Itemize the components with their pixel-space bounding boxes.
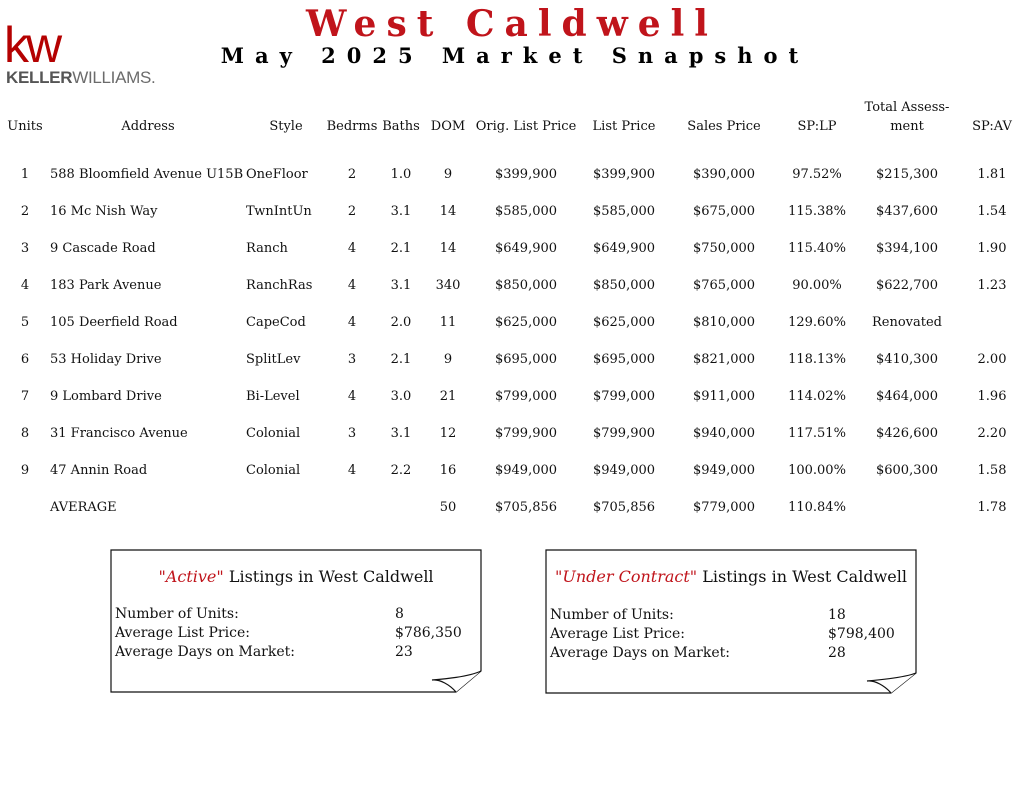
cell-dom: 9 bbox=[443, 167, 453, 182]
cell-address: 9 Lombard Drive bbox=[50, 389, 162, 404]
cell-unit: 7 bbox=[20, 389, 30, 404]
cell-dom: 9 bbox=[443, 352, 453, 367]
cell-sales-price: $750,000 bbox=[692, 241, 756, 256]
header-orig-list-price: Orig. List Price bbox=[475, 118, 577, 134]
cell-orig-list-price: $850,000 bbox=[494, 278, 558, 293]
contract-dom-label: Average Days on Market: bbox=[550, 645, 730, 661]
logo-wordmark: KELLERWILLIAMS. bbox=[6, 68, 156, 87]
cell-unit: 5 bbox=[20, 315, 30, 330]
cell-total-assessment: $426,600 bbox=[875, 426, 939, 441]
cell-bedrooms: 4 bbox=[347, 278, 357, 293]
cell-address: 47 Annin Road bbox=[50, 463, 148, 478]
active-units-label: Number of Units: bbox=[115, 606, 239, 622]
header-list-price: List Price bbox=[592, 118, 656, 134]
cell-unit: 6 bbox=[20, 352, 30, 367]
contract-price-label: Average List Price: bbox=[550, 626, 685, 642]
cell-style: OneFloor bbox=[246, 167, 308, 182]
cell-sp-lp: 90.00% bbox=[792, 278, 842, 293]
contract-price-value: $798,400 bbox=[828, 626, 895, 642]
cell-total-assessment: $437,600 bbox=[875, 204, 939, 219]
cell-dom: 16 bbox=[439, 463, 457, 478]
cell-sp-lp: 97.52% bbox=[792, 167, 842, 182]
cell-sales-price: $911,000 bbox=[692, 389, 756, 404]
kw-letters: kw bbox=[4, 22, 60, 66]
cell-style: RanchRas bbox=[246, 278, 313, 293]
cell-baths: 3.1 bbox=[390, 426, 412, 441]
cell-baths: 2.2 bbox=[390, 463, 412, 478]
cell-unit: 3 bbox=[20, 241, 30, 256]
cell-dom: 12 bbox=[439, 426, 457, 441]
cell-unit: 8 bbox=[20, 426, 30, 441]
cell-orig-list-price: $799,000 bbox=[494, 389, 558, 404]
header-bedrms: Bedrms bbox=[326, 118, 378, 134]
active-dom-label: Average Days on Market: bbox=[115, 644, 295, 660]
cell-address: 9 Cascade Road bbox=[50, 241, 156, 256]
cell-list-price: $585,000 bbox=[592, 204, 656, 219]
cell-orig-list-price: $399,900 bbox=[494, 167, 558, 182]
cell-sp-av: 2.00 bbox=[977, 352, 1007, 367]
under-contract-card bbox=[545, 549, 917, 693]
table-row bbox=[0, 156, 1024, 193]
cell-orig-list-price: $649,900 bbox=[494, 241, 558, 256]
cell-address: 16 Mc Nish Way bbox=[50, 204, 158, 219]
cell-dom: 21 bbox=[439, 389, 457, 404]
cell-list-price: $850,000 bbox=[592, 278, 656, 293]
cell-address: 105 Deerfield Road bbox=[50, 315, 178, 330]
cell-sp-av: 1.58 bbox=[977, 463, 1007, 478]
cell-baths: 2.1 bbox=[390, 241, 412, 256]
cell-dom: 14 bbox=[439, 241, 457, 256]
cell-sp-lp: 117.51% bbox=[788, 426, 846, 441]
cell-sp-lp: 118.13% bbox=[788, 352, 846, 367]
cell-sp-av bbox=[960, 304, 1024, 341]
header-baths: Baths bbox=[382, 118, 420, 134]
contract-card-title: "Under Contract" Listings in West Caldwell bbox=[555, 567, 907, 586]
cell-list-price: $695,000 bbox=[592, 352, 656, 367]
table-row bbox=[0, 378, 1024, 415]
cell-baths: 1.0 bbox=[390, 167, 412, 182]
cell-list-price: $949,000 bbox=[592, 463, 656, 478]
average-orig-list-price: $705,856 bbox=[494, 499, 558, 515]
cell-total-assessment: $622,700 bbox=[875, 278, 939, 293]
table-row bbox=[0, 415, 1024, 452]
table-row bbox=[0, 304, 1024, 341]
cell-sp-lp: 129.60% bbox=[788, 315, 846, 330]
header-dom: DOM bbox=[430, 118, 466, 134]
active-listings-card bbox=[110, 549, 482, 693]
cell-baths: 2.0 bbox=[390, 315, 412, 330]
cell-list-price: $799,900 bbox=[592, 426, 656, 441]
cell-total-assessment: $215,300 bbox=[875, 167, 939, 182]
cell-unit: 2 bbox=[20, 204, 30, 219]
cell-dom: 340 bbox=[435, 278, 461, 293]
cell-sales-price: $675,000 bbox=[692, 204, 756, 219]
cell-sales-price: $949,000 bbox=[692, 463, 756, 478]
cell-bedrooms: 2 bbox=[347, 167, 357, 182]
cell-dom: 11 bbox=[439, 315, 457, 330]
cell-bedrooms: 4 bbox=[347, 389, 357, 404]
active-units-value: 8 bbox=[395, 606, 404, 622]
cell-style: Colonial bbox=[246, 463, 301, 478]
cell-baths: 2.1 bbox=[390, 352, 412, 367]
cell-sp-lp: 100.00% bbox=[788, 463, 846, 478]
cell-sp-av: 2.20 bbox=[977, 426, 1007, 441]
cell-sp-lp: 114.02% bbox=[788, 389, 846, 404]
cell-orig-list-price: $949,000 bbox=[494, 463, 558, 478]
header-total-assessment: Total Assess- ment bbox=[864, 100, 950, 134]
header-sales-price: Sales Price bbox=[687, 118, 761, 134]
cell-sp-lp: 115.38% bbox=[788, 204, 846, 219]
table-row bbox=[0, 230, 1024, 267]
table-row bbox=[0, 267, 1024, 304]
cell-list-price: $799,000 bbox=[592, 389, 656, 404]
average-sales-price: $779,000 bbox=[692, 499, 756, 515]
contract-units-label: Number of Units: bbox=[550, 607, 674, 623]
active-price-label: Average List Price: bbox=[115, 625, 250, 641]
cell-bedrooms: 4 bbox=[347, 241, 357, 256]
header-style: Style bbox=[269, 118, 303, 134]
header-units: Units bbox=[7, 118, 43, 134]
cell-sp-lp: 115.40% bbox=[788, 241, 846, 256]
cell-sp-av: 1.54 bbox=[977, 204, 1007, 219]
cell-baths: 3.1 bbox=[390, 204, 412, 219]
cell-sales-price: $390,000 bbox=[692, 167, 756, 182]
table-row bbox=[0, 452, 1024, 489]
table-header-row bbox=[0, 96, 1024, 156]
header-sp-lp: SP:LP bbox=[797, 118, 837, 134]
cell-orig-list-price: $799,900 bbox=[494, 426, 558, 441]
cell-orig-list-price: $625,000 bbox=[494, 315, 558, 330]
header-address: Address bbox=[121, 118, 175, 134]
cell-bedrooms: 3 bbox=[347, 426, 357, 441]
cell-orig-list-price: $585,000 bbox=[494, 204, 558, 219]
cell-address: 53 Holiday Drive bbox=[50, 352, 162, 367]
table-row bbox=[0, 193, 1024, 230]
cell-sp-av: 1.90 bbox=[977, 241, 1007, 256]
average-dom: 50 bbox=[439, 499, 457, 515]
average-list-price: $705,856 bbox=[592, 499, 656, 515]
cell-bedrooms: 4 bbox=[347, 315, 357, 330]
cell-total-assessment: $600,300 bbox=[875, 463, 939, 478]
active-price-value: $786,350 bbox=[395, 625, 462, 641]
cell-list-price: $649,900 bbox=[592, 241, 656, 256]
cell-sales-price: $810,000 bbox=[692, 315, 756, 330]
average-row bbox=[0, 489, 1024, 525]
cell-unit: 4 bbox=[20, 278, 30, 293]
cell-bedrooms: 3 bbox=[347, 352, 357, 367]
cell-total-assessment: $410,300 bbox=[875, 352, 939, 367]
cell-sales-price: $821,000 bbox=[692, 352, 756, 367]
sales-table bbox=[0, 96, 1024, 525]
table-row bbox=[0, 341, 1024, 378]
cell-baths: 3.0 bbox=[390, 389, 412, 404]
cell-style: Colonial bbox=[246, 426, 301, 441]
cell-dom: 14 bbox=[439, 204, 457, 219]
cell-address: 31 Francisco Avenue bbox=[50, 426, 188, 441]
page-subtitle: May 2025 Market Snapshot bbox=[220, 43, 810, 68]
average-sp-lp: 110.84% bbox=[788, 499, 846, 515]
cell-bedrooms: 2 bbox=[347, 204, 357, 219]
cell-sp-av: 1.96 bbox=[977, 389, 1007, 404]
cell-address: 588 Bloomfield Avenue U15B bbox=[50, 167, 244, 182]
cell-sales-price: $765,000 bbox=[692, 278, 756, 293]
cell-list-price: $625,000 bbox=[592, 315, 656, 330]
cell-orig-list-price: $695,000 bbox=[494, 352, 558, 367]
contract-units-value: 18 bbox=[828, 607, 846, 623]
cell-style: TwnIntUn bbox=[246, 204, 312, 219]
cell-unit: 1 bbox=[20, 167, 30, 182]
cell-total-assessment: $394,100 bbox=[875, 241, 939, 256]
active-dom-value: 23 bbox=[395, 644, 413, 660]
cell-style: SplitLev bbox=[246, 352, 301, 367]
header-sp-av: SP:AV bbox=[972, 118, 1012, 134]
contract-dom-value: 28 bbox=[828, 645, 846, 661]
average-sp-av: 1.78 bbox=[977, 499, 1007, 515]
cell-unit: 9 bbox=[20, 463, 30, 478]
cell-sales-price: $940,000 bbox=[692, 426, 756, 441]
active-card-title: "Active" Listings in West Caldwell bbox=[158, 567, 434, 586]
cell-total-assessment: $464,000 bbox=[875, 389, 939, 404]
cell-sp-av: 1.81 bbox=[977, 167, 1007, 182]
cell-style: CapeCod bbox=[246, 315, 306, 330]
page-title: West Caldwell bbox=[306, 3, 718, 45]
cell-style: Bi-Level bbox=[246, 389, 300, 404]
cell-baths: 3.1 bbox=[390, 278, 412, 293]
cell-style: Ranch bbox=[246, 241, 288, 256]
cell-address: 183 Park Avenue bbox=[50, 278, 162, 293]
cell-bedrooms: 4 bbox=[347, 463, 357, 478]
cell-total-assessment: Renovated bbox=[871, 315, 942, 330]
average-label: AVERAGE bbox=[50, 499, 117, 515]
cell-list-price: $399,900 bbox=[592, 167, 656, 182]
cell-sp-av: 1.23 bbox=[977, 278, 1007, 293]
